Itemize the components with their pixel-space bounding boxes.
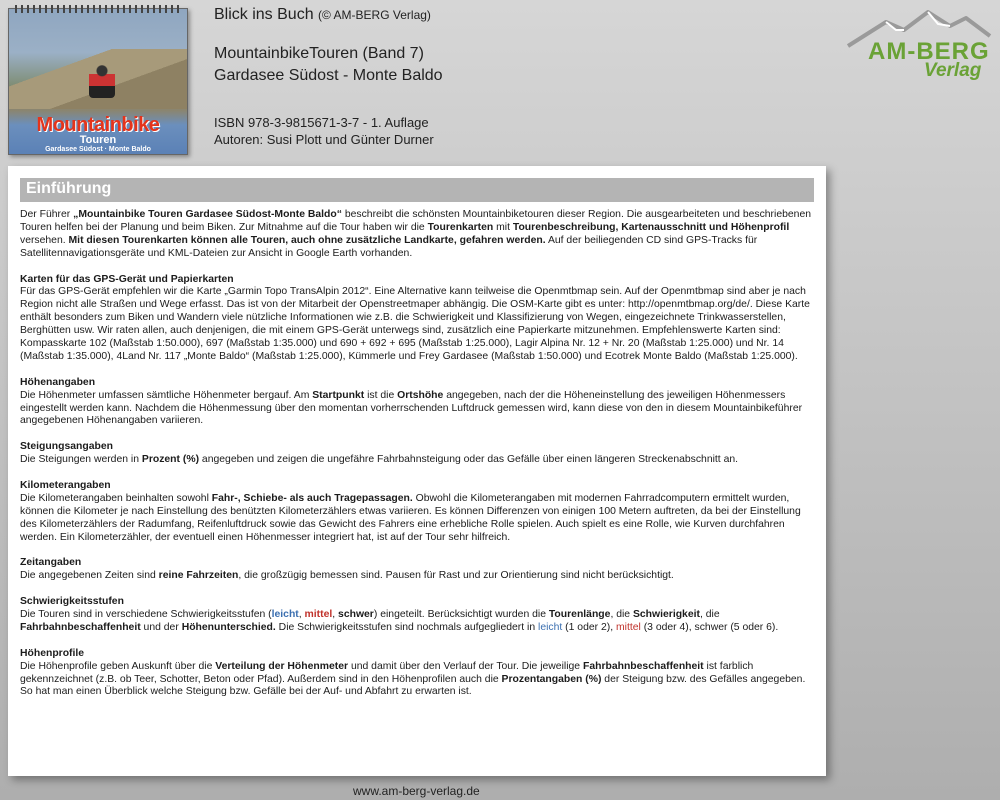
book-cover-image — [8, 8, 188, 155]
cover-subtitle: Touren — [79, 134, 117, 146]
section-header — [20, 178, 814, 202]
section-title: Einführung — [26, 180, 112, 197]
header-blick — [214, 6, 431, 24]
blick-label: Blick ins Buch — [214, 6, 314, 23]
cover-biker — [89, 64, 115, 98]
profile-paragraph: Die Höhenprofile geben Auskunft über die Verteilung der Höhenmeter und damit über den Verlauf der Tour. Die jeweilige Fahrbahnbeschaffenheit ist farblich gekennzeichnet (z.B. ob Teer, Schotter, Beton oder Pfad). Außerdem sind in den Höhenprofilen auch die Prozentangaben (%) der Steigung bzw. des Gefälles angegeben. So hat man einen Überblick welche Steigung bzw. Gefälle bei der Auf- und Abfahrt zu erwarten ist. — [20, 660, 806, 698]
zeit-paragraph: Die angegebenen Zeiten sind reine Fahrzeiten, die großzügig bemessen sind. Pausen für Rast und zur Orientierung sind nicht berücksichtigt. — [20, 570, 674, 582]
steigung-heading: Steigungsangaben — [20, 441, 113, 453]
km-heading: Kilometerangaben — [20, 479, 111, 491]
hoehen-paragraph: Die Höhenmeter umfassen sämtliche Höhenmeter bergauf. Am Startpunkt ist die Ortshöhe angegeben, nach der die Höheneinstellung des jeweiligen Höhenmessers eingestellt werden kann. Nachdem die Höhenmessung über den momentan vorherrschenden Luftdruck gemessen wird, kann diese von den in diesem Mountainbikeführer angegebenen Höhenangaben variieren. — [20, 389, 803, 427]
document-body — [20, 209, 816, 712]
karten-paragraph: Für das GPS-Gerät empfehlen wir die Karte „Garmin Topo TransAlpin 2012“. Eine Alternative kann teilweise die Openmtbmap sein. Auf der Openmtbmap sind aber je nach Region nicht alle Straßen und Wege erfasst. Das ist von der Mitarbeit der Openstreetmaper abhängig. Die OSM-Karte gibt es unter: http://openmtbmap.org/de/. Diese Karte enthält besonders zum Biken und Wandern viele nützliche Informationen wie z.B. die Schwierigkeit und Klassifizierung von Wegen, eingezeichnete Trinkwasserstellen, Berghütten usw. Wir raten allen, auch denjenigen, die mit einem GPS-Gerät unterwegs sind, zusätzlich eine Papierkarte mitzunehmen. Empfehlenswerte Karten sind: Kompasskarte 102 (Maßstab 1:50.000), 697 (Maßstab 1:35.000) und 690 + 692 + 695 (Maßstab 1:25.000), Lagir Alpina Nr. 12 + Nr. 20 (Maßstab 1:25.000) und Nr. 14 (Maßstab 1:35.000), 4Land Nr. 117 „Monte Baldo“ (Maßstab 1:25.000), Kümmerle und Frey Gardasee (Maßstab 1:50.000) und Ecotrek Monte Baldo (Maßstab 1:25.000). — [20, 286, 810, 362]
authors: Autoren: Susi Plott und Günter Durner — [214, 132, 434, 147]
mittel-label: mittel — [304, 609, 333, 620]
schwer-label: schwer — [338, 609, 374, 620]
hoehen-heading: Höhenangaben — [20, 376, 96, 388]
spiral-binding — [15, 5, 181, 13]
publisher-note: (© AM-BERG Verlag) — [318, 8, 431, 22]
karten-heading: Karten für das GPS-Gerät und Papierkarten — [20, 273, 234, 285]
isbn: ISBN 978-3-9815671-3-7 - 1. Auflage — [214, 115, 429, 130]
cover-title: Mountainbike — [36, 114, 160, 136]
schwierig-paragraph: Die Touren sind in verschiedene Schwierigkeitsstufen (leicht, mittel, schwer) eingeteilt. Berücksichtigt wurden die Tourenlänge, die Schwierigkeit, die Fahrbahnbeschaffenheit und der Höhenunterschied. Die Schwierigkeitsstufen sind nochmals aufgegliedert in leicht (1 oder 2), mittel (3 oder 4), schwer (5 oder 6). — [20, 609, 779, 633]
intro-paragraph: Der Führer „Mountainbike Touren Gardasee Südost-Monte Baldo“ beschreibt die schönsten Mountainbiketouren dieser Region. Die ausgearbeiteten und beschriebenen Touren helfen bei der Planung und beim Biken. Zur Mitnahme auf die Tour haben wir die Tourenkarten mit Tourenbeschreibung, Kartenausschnitt und Höhenprofil versehen. Mit diesen Tourenkarten können alle Touren, auch ohne zusätzliche Landkarte, gefahren werden. Auf der beiliegenden CD sind GPS-Tracks für Satellitennavigationsgeräte und KML-Dateien zur Ansicht in Google Earth vorhanden. — [20, 209, 811, 259]
schwierig-heading: Schwierigkeitsstufen — [20, 596, 124, 608]
logo-verlag: Verlag — [924, 60, 982, 81]
km-paragraph: Die Kilometerangaben beinhalten sowohl Fahr-, Schiebe- als auch Tragepassagen. Obwohl die Kilometerangaben mit modernen Fahrradcomputern ermittelt wurden, können die Kilometer je nach Einstellung des benützten Kilometerzählers etwas variieren. Es können Differenzen von einigen 100 Metern auftreten, da bei der Einstellung des Kilometerzählers der Radumfang, Reifenluftdruck sowie das Gewicht des Fahrers eine erhebliche Rolle spielen. Auch spielt es eine Rolle, wie Kurven durchfahren werden. Ein Kilometerzähler, der eventuell einen Höhenmesser integriert hat, ist auf der Tour sehr hilfreich. — [20, 492, 801, 543]
region-title: Gardasee Südost - Monte Baldo — [214, 67, 443, 84]
footer-url[interactable]: www.am-berg-verlag.de — [353, 784, 480, 798]
profile-heading: Höhenprofile — [20, 647, 85, 659]
zeit-heading: Zeitangaben — [20, 557, 82, 569]
steigung-paragraph: Die Steigungen werden in Prozent (%) angegeben und zeigen die ungefähre Fahrbahnsteigung oder das Gefälle über einen längeren Streckenabschnitt an. — [20, 454, 739, 466]
cover-region: Gardasee Südost · Monte Baldo — [45, 146, 151, 153]
publisher-logo — [846, 8, 992, 86]
leicht-label: leicht — [271, 609, 299, 620]
series-title: MountainbikeTouren (Band 7) — [214, 45, 424, 62]
document-page — [8, 166, 826, 776]
logo-amberg: AM-BERG — [868, 38, 990, 65]
